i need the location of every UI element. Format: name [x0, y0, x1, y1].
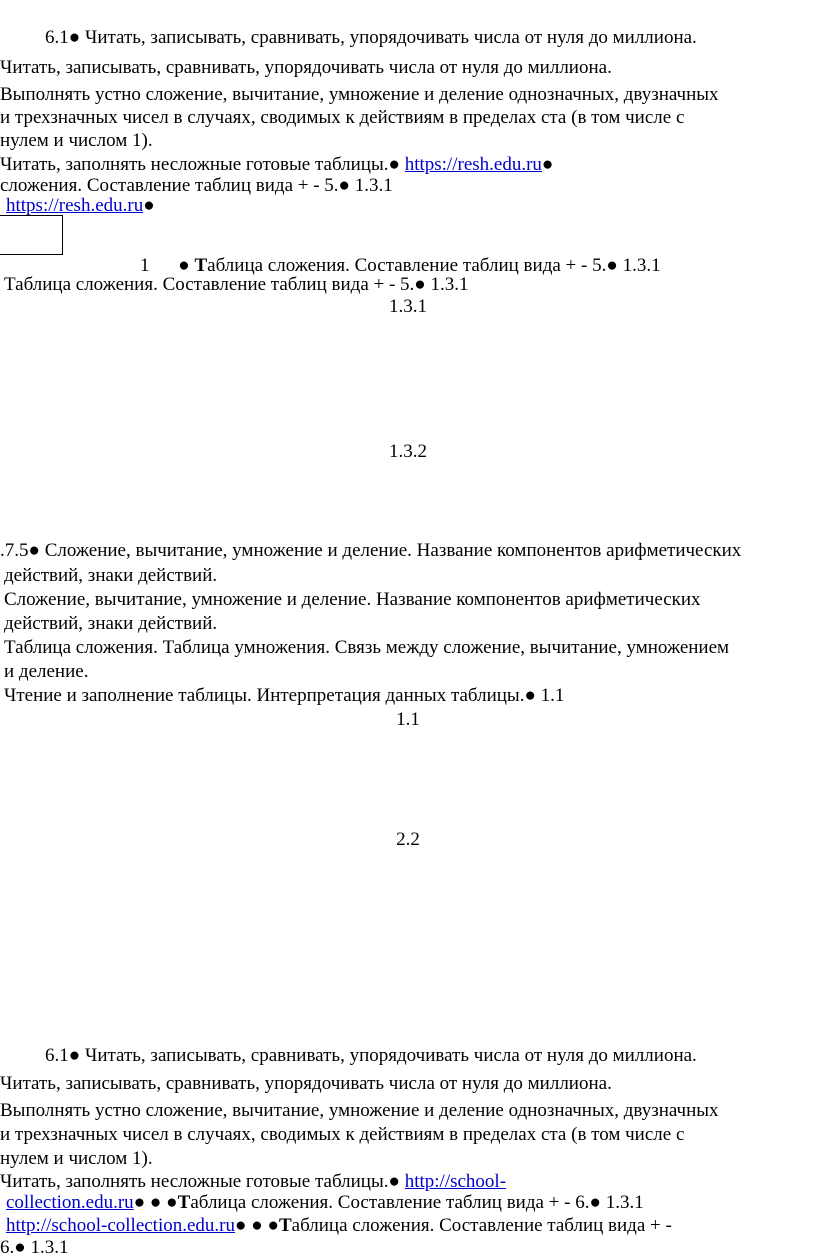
- text-line: [0, 154, 553, 176]
- text-line: Таблица сложения. Составление таблиц вида + - 5.● 1.3.1: [4, 274, 469, 295]
- text-line: .7.5● Сложение, вычитание, умножение и деление. Название компонентов арифметических: [0, 540, 742, 561]
- bold-letter: Т: [194, 255, 208, 276]
- text-line: нулем и числом 1).: [0, 130, 153, 151]
- text-line: [6, 195, 155, 217]
- text-line: Чтение и заполнение таблицы. Интерпретация данных таблицы.● 1.1: [4, 685, 565, 706]
- text-line: действий, знаки действий.: [4, 565, 218, 586]
- text-fragment: Читать, заполнять несложные готовые таблицы.●: [0, 154, 400, 175]
- text-line: 6.1● Читать, записывать, сравнивать, упорядочивать числа от нуля до миллиона.: [45, 27, 697, 48]
- text-fragment: аблица сложения. Составление таблиц вида + - 5.● 1.3.1: [207, 255, 661, 276]
- bullet: ●: [541, 154, 554, 175]
- text-line: Сложение, вычитание, умножение и деление. Название компонентов арифметических: [4, 589, 701, 610]
- school-collection-link[interactable]: http://school-collection.edu.ru: [6, 1215, 236, 1236]
- text-line: Таблица сложения. Таблица умножения. Связь между сложение, вычитание, умножением: [4, 637, 730, 658]
- text-line: 6.● 1.3.1: [0, 1237, 69, 1258]
- bullet: ●: [143, 195, 155, 216]
- text-fragment: Читать, заполнять несложные готовые таблицы.●: [0, 1171, 400, 1192]
- text-line: [6, 1192, 644, 1214]
- bullets: ● ● ●: [133, 1192, 178, 1213]
- school-collection-link[interactable]: http://school-: [404, 1171, 507, 1192]
- text-line: действий, знаки действий.: [4, 613, 218, 634]
- text-line: [6, 1215, 672, 1237]
- bullets: ● ● ●: [235, 1215, 279, 1236]
- text-line: и трехзначных чисел в случаях, сводимых к действиям в пределах ста (в том числе с: [0, 107, 685, 128]
- bullet: ●: [178, 255, 190, 276]
- school-collection-link[interactable]: collection.edu.ru: [6, 1192, 134, 1213]
- empty-table-cell: [0, 215, 63, 255]
- text-line: Выполнять устно сложение, вычитание, умножение и деление однозначных, двузначных: [0, 1100, 719, 1121]
- bold-letter: Т: [177, 1192, 191, 1213]
- text-line: Читать, записывать, сравнивать, упорядочивать числа от нуля до миллиона.: [0, 57, 612, 78]
- text-line: [0, 1171, 506, 1193]
- resh-link[interactable]: https://resh.edu.ru: [404, 154, 542, 175]
- text-line: Читать, записывать, сравнивать, упорядочивать числа от нуля до миллиона.: [0, 1073, 612, 1094]
- code-label: 1.1: [396, 709, 420, 730]
- text-line: сложения. Составление таблиц вида + - 5.● 1.3.1: [0, 175, 393, 196]
- text-fragment: аблица сложения. Составление таблиц вида + - 6.● 1.3.1: [190, 1192, 644, 1213]
- bold-letter: Т: [278, 1215, 292, 1236]
- item-number: 1: [140, 255, 150, 276]
- text-line: и деление.: [4, 661, 89, 682]
- code-label: 1.3.2: [389, 441, 427, 462]
- text-line: Выполнять устно сложение, вычитание, умножение и деление однозначных, двузначных: [0, 84, 719, 105]
- resh-link[interactable]: https://resh.edu.ru: [6, 195, 144, 216]
- code-label: 1.3.1: [389, 296, 427, 317]
- text-line: нулем и числом 1).: [0, 1148, 153, 1169]
- text-line: и трехзначных чисел в случаях, сводимых к действиям в пределах ста (в том числе с: [0, 1124, 685, 1145]
- text-fragment: аблица сложения. Составление таблиц вида + -: [291, 1215, 672, 1236]
- text-line: 6.1● Читать, записывать, сравнивать, упорядочивать числа от нуля до миллиона.: [45, 1045, 697, 1066]
- code-label: 2.2: [396, 829, 420, 850]
